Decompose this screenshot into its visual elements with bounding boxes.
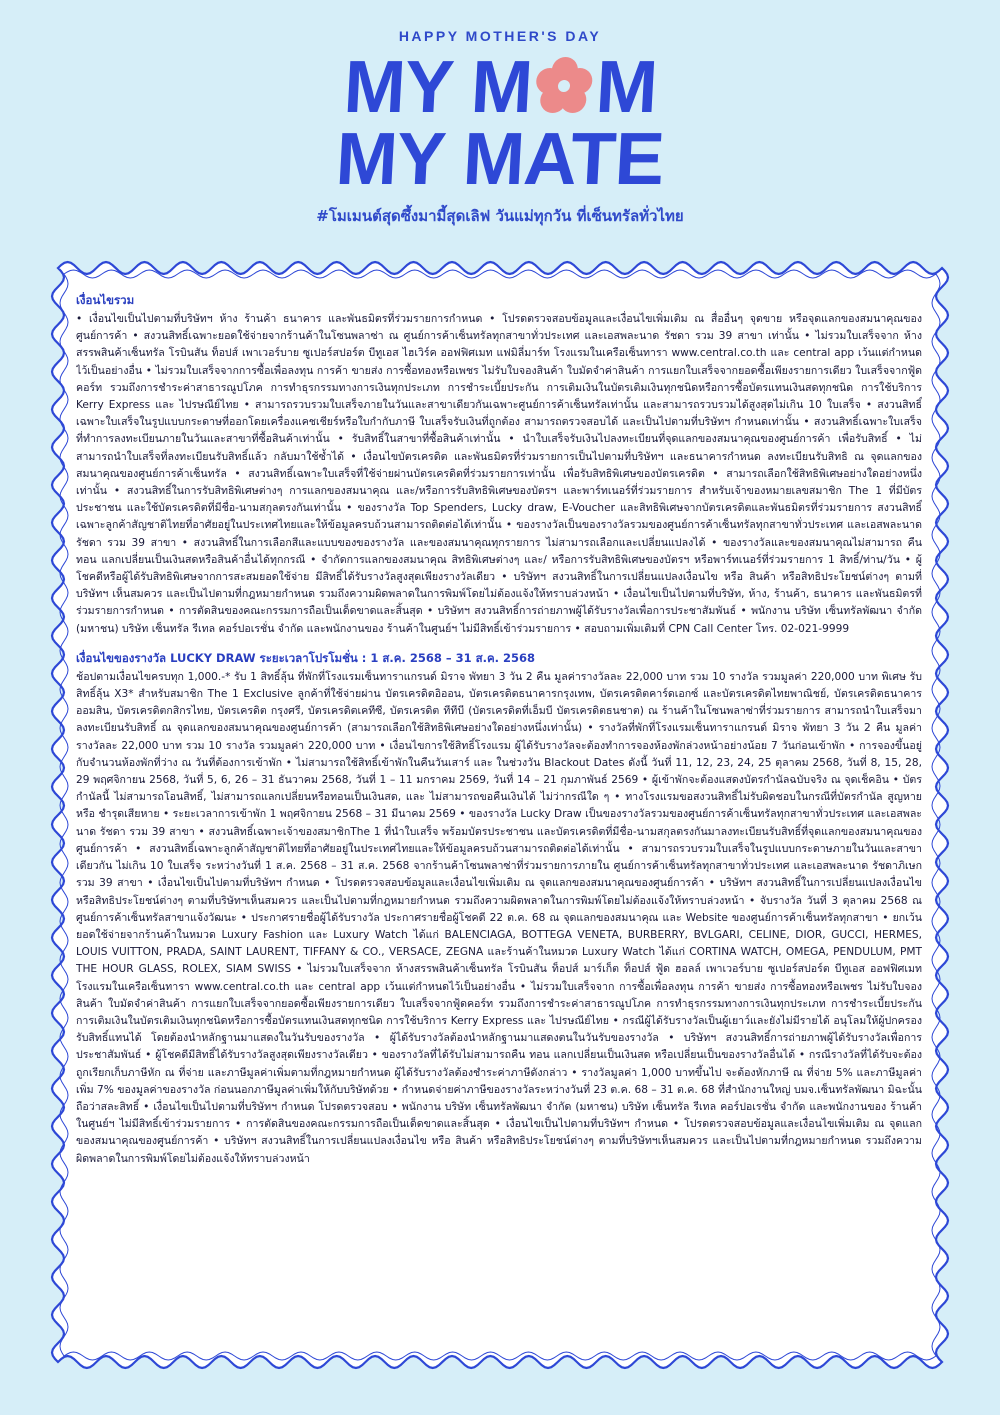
campaign-hashtag: #โมเมนต์สุดซึ้งมามี้สุดเลิฟ วันแม่ทุกวัน ที่เซ็นทรัลทั่วไทย bbox=[316, 207, 684, 225]
campaign-header bbox=[0, 0, 1000, 250]
logo-text-my-m: MY M bbox=[341, 45, 534, 128]
lucky-draw-terms-body: ช้อปตามเงื่อนไขครบทุก 1,000.-* รับ 1 สิทธิ์ลุ้น ที่พักที่โรงแรมเซ็นทาราแกรนด์ มิราจ พัทยา 3 วัน 2 คืน มูลค่ารางวัลละ 22,000 บาท รวม 10 รางวัล รวมมูลค่า 220,000 บาท พิเศษ รับสิทธิ์ลุ้น X3* สำหรับสมาชิก The 1 Exclusive ลูกค้าที่ใช้จ่ายผ่าน บัตรเครดิตอิออน, บัตรเครดิตธนาคารกรุงเทพ, บัตรเครดิตคาร์ดเอกซ์ และบัตรเครดิตไทยพาณิชย์, บัตรเครดิตธนาคารออมสิน, บัตรเครดิตกสิกรไทย, บัตรเครดิต กรุงศรี, บัตรเครดิตเคทีซี, บัตรเครดิต ทีทีบี (บัตรเครดิตที่เอ็มบี บัตรเครดิตธนชาต) ณ ร้านค้าในโซนพลาซ่าที่ร่วมรายการ สามารถนำใบเสร็จมาลงทะเบียนรับสิทธิ์ ณ จุดแลกของสมนาคุณของศูนย์การค้า (สามารถเลือกใช้สิทธิพิเศษอย่างใดอย่างหนึ่งเท่านั้น) • รางวัลที่พักที่โรงแรมเซ็นทาราแกรนด์ มิราจ พัทยา 3 วัน 2 คืน มูลค่ารางวัลละ 22,000 บาท รวม 10 รางวัล รวมมูลค่า 220,000 บาท • เงื่อนไขการใช้สิทธิ์โรงแรม ผู้ได้รับรางวัลจะต้องทำการจองห้องพักล่วงหน้าอย่างน้อย 7 วันก่อนเข้าพัก • การจองขึ้นอยู่กับจำนวนห้องพักที่ว่าง ณ วันที่ต้องการเข้าพัก • ไม่สามารถใช้สิทธิ์เข้าพักในคืนวันเสาร์ และ ในช่วงวัน Blackout Dates ดังนี้ วันที่ 11, 12, 23, 24, 25 ตุลาคม 2568, วันที่ 8, 15, 28, 29 พฤศจิกายน 2568, วันที่ 5, 6, 26 – 31 ธันวาคม 2568, วันที่ 1 – 11 มกราคม 2569, วันที่ 14 – 21 กุมภาพันธ์ 2569 • ผู้เข้าพักจะต้องแสดงบัตรกำนัลฉบับจริง ณ จุดเช็คอิน • บัตรกำนัลนี้ ไม่สามารถโอนสิทธิ์, ไม่สามารถแลกเปลี่ยนหรือทอนเป็นเงินสด, และ ไม่สามารถขอคืนเงินได้ ไม่ว่ากรณีใด ๆ • ทางโรงแรมขอสงวนสิทธิ์ไม่รับผิดชอบในกรณีที่บัตรกำนัล สูญหาย หรือ ชำรุดเสียหาย • ระยะเวลาการเข้าพัก 1 พฤศจิกายน 2568 – 31 มีนาคม 2569 • ของรางวัล Lucky Draw เป็นของรางวัลรวมของศูนย์การค้าเซ็นทรัลทุกสาขาทั่วประเทศ และเอสพละนาด รัชดา รวม 39 สาขา • สงวนสิทธิ์เฉพาะเจ้าของสมาชิกThe 1 ที่นำใบเสร็จ พร้อมบัตรประชาชน และบัตรเครดิตที่มีชื่อ-นามสกุลตรงกันมาลงทะเบียนรับสิทธิ์ที่จุดแลกของสมนาคุณของศูนย์การค้า • สงวนสิทธิ์เฉพาะลูกค้าสัญชาติไทยที่อาศัยอยู่ในประเทศไทยและให้ข้อมูลครบถ้วนสามารถติดต่อได้เท่านั้น • สามารถรวบรวมใบเสร็จในรูปแบบกระดาษภายในวันและสาขาเดียวกัน ไม่เกิน 10 ใบเสร็จ ระหว่างวันที่ 1 ส.ค. 2568 – 31 ส.ค. 2568 จากร้านค้าโซนพลาซ่าที่ร่วมรายการภายใน ศูนย์การค้าเซ็นทรัลทุกสาขาทั่วประเทศ และเอสพละนาด รัชดาภิเษก รวม 39 สาขา • เงื่อนไขเป็นไปตามที่บริษัทฯ กำหนด • โปรดตรวจสอบข้อมูลและเงื่อนไขเพิ่มเติม ณ จุดแลกของสมนาคุณของศูนย์การค้า • บริษัทฯ สงวนสิทธิ์ในการเปลี่ยนแปลงเงื่อนไขหรือสิทธิประโยชน์ต่างๆ ตามที่บริษัทฯเห็นสมควร และเป็นไปตามที่กฎหมายกำหนด รวมถึงความผิดพลาดในการพิมพ์โดยไม่ต้องแจ้งให้ทราบล่วงหน้า • จับรางวัล วันที่ 3 ตุลาคม 2568 ณ ศูนย์การค้าเซ็นทรัลสาขาแจ้งวัฒนะ • ประกาศรายชื่อผู้ได้รับรางวัล ประกาศรายชื่อผู้โชคดี 22 ต.ค. 68 ณ จุดแลกของสมนาคุณ และ Website ของศูนย์การค้าเซ็นทรัลทุกสาขา • ยกเว้นยอดใช้จ่ายจากร้านค้าในหมวด Luxury Fashion และ Luxury Watch ได้แก่ BALENCIAGA, BOTTEGA VENETA, BURBERRY, BVLGARI, CELINE, DIOR, GUCCI, HERMES, LOUIS VUITTON, PRADA, SAINT LAURENT, TIFFANY & CO., VERSACE, ZEGNA และร้านค้าในหมวด Luxury Watch ได้แก่ CORTINA WATCH, OMEGA, PENDULUM, PMT THE HOUR GLASS, ROLEX, SIAM SWISS • ไม่รวมใบเสร็จจาก ห้างสรรพสินค้าเซ็นทรัล โรบินสัน ท็อปส์ มาร์เก็ต ท็อปส์ ฟู้ด ฮอลล์ เพาเวอร์บาย ซูเปอร์สปอร์ต บีทูเอส ออฟฟิศเมท โรงแรมในเครือเซ็นทารา www.central.co.th และ central app เว้นแต่กำหนดไว้เป็นอย่างอื่น • ไม่รวมใบเสร็จจาก การซื้อเพื่อลงทุน การค้า ขายส่ง การซื้อทองหรือเพชร ไม่รับใบจองสินค้า ใบมัดจำค่าสินค้า การแยกใบเสร็จจากยอดซื้อเพียงรายการเดียว ใบเสร็จจากฟู้ดคอร์ท รวมถึงการชำระค่าสาธารณูปโภค การทำธุรกรรมทางการเงินทุกประเภท การชำระเบี้ยประกัน การเติมเงินในบัตรเติมเงินทุกชนิดหรือการซื้อบัตรแทนเงินสดทุกชนิด การใช้บริการ Kerry Express และ ไปรษณีย์ไทย • กรณีผู้ได้รับรางวัลเป็นผู้เยาว์และยังไม่มีรายได้ อนุโลมให้ผู้ปกครองรับสิทธิ์แทนได้ โดยต้องนำหลักฐานมาแสดงในวันรับของรางวัล • ผู้ได้รับรางวัลต้องนำหลักฐานมาแสดงตนในวันรับของรางวัล • บริษัทฯ สงวนสิทธิ์การถ่ายภาพผู้ได้รับรางวัลเพื่อการประชาสัมพันธ์ • ผู้โชคดีมีสิทธิ์ได้รับรางวัลสูงสุดเพียงรางวัลเดียว • ของรางวัลที่ได้รับไม่สามารถคืน ทอน แลกเปลี่ยนเป็นเงินสด หรือเปลี่ยนเป็นของรางวัลอื่นได้ • กรณีรางวัลที่ได้รับจะต้องถูกเรียกเก็บภาษีหัก ณ ที่จ่าย และภาษีมูลค่าเพิ่มตามที่กฎหมายกำหนด ผู้ได้รับรางวัลต้องชำระค่าภาษีดังกล่าว • รางวัลมูลค่า 1,000 บาทขึ้นไป จะต้องหักภาษี ณ ที่จ่าย 5% และภาษีมูลค่าเพิ่ม 7% ของมูลค่าของรางวัล ก่อนนอกภาษีมูลค่าเพิ่มให้กับบริษัทด้วย • กำหนดจ่ายค่าภาษีของรางวัลระหว่างวันที่ 23 ต.ค. 68 – 31 ต.ค. 68 ที่สำนักงานใหญ่ บมจ.เซ็นทรัลพัฒนา มิฉะนั้นถือว่าสละสิทธิ์ • เงื่อนไขเป็นไปตามที่บริษัทฯ กำหนด โปรดตรวจสอบ • พนักงาน บริษัท เซ็นทรัลพัฒนา จำกัด (มหาชน) บริษัท เซ็นทรัล รีเทล คอร์ปอเรชั่น จำกัด และพนักงานของ ร้านค้าในศูนย์ฯ ไม่มีสิทธิ์เข้าร่วมรายการ • การตัดสินของคณะกรรมการถือเป็นเด็ดขาดและสิ้นสุด • เงื่อนไขเป็นไปตามที่บริษัทฯ กำหนด • โปรดตรวจสอบข้อมูลและเงื่อนไขเพิ่มเติม ณ จุดแลกของสมนาคุณของศูนย์การค้า • บริษัทฯ สงวนสิทธิ์ในการเปลี่ยนแปลงเงื่อนไข หรือ สินค้า หรือสิทธิประโยชน์ต่างๆ ตามที่บริษัทฯเห็นสมควร และเป็นไปตามที่กฎหมายกำหนด รวมถึงความผิดพลาดในการพิมพ์โดยไม่ต้องแจ้งให้ทราบล่วงหน้า bbox=[76, 670, 922, 1165]
general-terms-section bbox=[76, 292, 922, 638]
campaign-logo-line-2 bbox=[0, 117, 1000, 200]
general-terms-title: เงื่อนไขรวม bbox=[76, 293, 135, 307]
lucky-draw-terms-title: เงื่อนไขของรางวัล LUCKY DRAW ระยะเวลาโปรโมชั่น : 1 ส.ค. 2568 – 31 ส.ค. 2568 bbox=[76, 650, 536, 665]
logo-text-my-mate: MY MATE bbox=[334, 117, 666, 200]
lucky-draw-terms-section bbox=[76, 650, 922, 1168]
campaign-logo-line-1 bbox=[0, 45, 1000, 128]
campaign-tagline: HAPPY MOTHER'S DAY bbox=[398, 28, 602, 44]
terms-content bbox=[76, 292, 922, 1352]
logo-text-m: M bbox=[593, 45, 659, 128]
general-terms-body: • เงื่อนไขเป็นไปตามที่บริษัทฯ ห้าง ร้านค้า ธนาคาร และพันธมิตรที่ร่วมรายการกำหนด • โปรดตรวจสอบข้อมูลและเงื่อนไขเพิ่มเติม ณ สื่ออื่นๆ จุดขาย หรือจุดแลกของสมนาคุณของศูนย์การค้า • สงวนสิทธิ์เฉพาะยอดใช้จ่ายจากร้านค้าในโซนพลาซ่า ณ ศูนย์การค้าเซ็นทรัลทุกสาขาทั่วประเทศ และเอสพละนาด รัชดา รวม 39 สาขา เท่านั้น • ไม่รวมใบเสร็จจาก ห้างสรรพสินค้าเซ็นทรัล โรบินสัน ท็อปส์ เพาเวอร์บาย ซูเปอร์สปอร์ต บีทูเอส ไฮเวิร์ค ออฟฟิศเมท แฟมิลี่มาร์ท โรงแรมในเครือเซ็นทารา www.central.co.th และ central app เว้นแต่กำหนดไว้เป็นอย่างอื่น • ไม่รวมใบเสร็จจากการซื้อเพื่อลงทุน การค้า ขายส่ง การซื้อทองหรือเพชร ไม่รับใบจองสินค้า ใบมัดจำค่าสินค้า การแยกใบเสร็จจากยอดซื้อเพียงรายการเดียว ใบเสร็จจากฟู้ดคอร์ท รวมถึงการชำระค่าสาธารณูปโภค การทำธุรกรรมทางการเงินทุกประเภท การชำระเบี้ยประกัน การเติมเงินในบัตรเติมเงินทุกชนิดหรือการซื้อบัตรแทนเงินสดทุกชนิด การใช้บริการ Kerry Express และ ไปรษณีย์ไทย • สามารถรวบรวมใบเสร็จภายในวันและสาขาเดียวกันเฉพาะศูนย์การค้าเซ็นทรัลเท่านั้น และสามารถรวบรวมได้สูงสุดไม่เกิน 10 ใบเสร็จ • สงวนสิทธิ์เฉพาะใบเสร็จในรูปแบบกระดาษที่ออกโดยเครื่องแคชเชียร์หรือใบกำกับภาษี ใบเสร็จรับเงินที่ถูกต้อง สามารถตรวจสอบได้ และเป็นไปตามที่บริษัทฯ กำหนดเท่านั้น • สงวนสิทธิ์เฉพาะใบเสร็จที่ทำการลงทะเบียนภายในวันและสาขาที่ซื้อสินค้าเท่านั้น • รับสิทธิ์ในสาขาที่ซื้อสินค้าเท่านั้น • นำใบเสร็จรับเงินไปลงทะเบียนที่จุดแลกของสมนาคุณของศูนย์การค้า เพื่อรับสิทธิ์ • ไม่สามารถนำใบเสร็จที่ลงทะเบียนรับสิทธิ์แล้ว กลับมาใช้ซ้ำได้ • เงื่อนไขบัตรเครดิต และพันธมิตรที่ร่วมรายการเป็นไปตามที่บริษัทฯ และธนาคารกำหนด ลงทะเบียนรับสิทธิ ณ จุดแลกของสมนาคุณของศูนย์การค้าเซ็นทรัล • สงวนสิทธิ์เฉพาะใบเสร็จที่ใช้จ่ายผ่านบัตรเครดิตที่ร่วมรายการเท่านั้น เพื่อรับสิทธิพิเศษของบัตรเครดิต • สามารถเลือกใช้สิทธิพิเศษอย่างใดอย่างหนึ่งเท่านั้น • สงวนสิทธิ์ในการรับสิทธิพิเศษต่างๆ การแลกของสมนาคุณ และ/หรือการรับสิทธิพิเศษของบัตรฯ และพาร์ทเนอร์ที่ร่วมรายการ สำหรับเจ้าของหมายเลขสมาชิก The 1 ที่มีบัตรประชาชน และใช้บัตรเครดิตที่มีชื่อ-นามสกุลตรงกันเท่านั้น • ของรางวัล Top Spenders, Lucky draw, E-Voucher และสิทธิพิเศษจากบัตรเครดิตและพันธมิตรที่ร่วมรายการ สงวนสิทธิ์เฉพาะลูกค้าสัญชาติไทยที่อาศัยอยู่ในประเทศไทยและให้ข้อมูลครบถ้วนสามารถติดต่อได้เท่านั้น • ของรางวัลเป็นของรางวัลรวมของศูนย์การค้าเซ็นทรัลทุกสาขาทั่วประเทศ และเอสพละนาด รัชดา รวม 39 สาขา • สงวนสิทธิ์ในการเลือกสีและแบบของของรางวัล และของสมนาคุณทุกรายการ ไม่สามารถเลือกและเปลี่ยนแปลงได้ • ของรางวัลและของสมนาคุณไม่สามารถ คืน ทอน แลกเปลี่ยนเป็นเงินสดหรือสินค้าอื่นได้ทุกกรณี • จำกัดการแลกของสมนาคุณ สิทธิพิเศษต่างๆ และ/ หรือการรับสิทธิพิเศษของบัตรฯ หรือพาร์ทเนอร์ที่ร่วมรายการ 1 สิทธิ์/ท่าน/วัน • ผู้โชคดีหรือผู้ได้รับสิทธิพิเศษจากการสะสมยอดใช้จ่าย มีสิทธิ์ได้รับรางวัลสูงสุดเพียงรางวัลเดียว • บริษัทฯ สงวนสิทธิ์ในการเปลี่ยนแปลงเงื่อนไข หรือ สินค้า หรือสิทธิประโยชน์ต่างๆ ตามที่บริษัทฯ เห็นสมควร และเป็นไปตามที่กฎหมายกำหนด รวมถึงความผิดพลาดในการพิมพ์โดยไม่ต้องแจ้งให้ทราบล่วงหน้า • เงื่อนไขเป็นไปตามที่บริษัท, ห้าง, ร้านค้า, ธนาคาร และพันธมิตรที่ร่วมรายการกำหนด • การตัดสินของคณะกรรมการถือเป็นเด็ดขาดและสิ้นสุด • บริษัทฯ สงวนสิทธิ์การถ่ายภาพผู้ได้รับรางวัลเพื่อการประชาสัมพันธ์ • พนักงาน บริษัท เซ็นทรัลพัฒนา จำกัด (มหาชน) บริษัท เซ็นทรัล รีเทล คอร์ปอเรชั่น จำกัด และพนักงานของ ร้านค้าในศูนย์ฯ ไม่มีสิทธิ์เข้าร่วมรายการ • สอบถามเพิ่มเติมที่ CPN Call Center โทร. 02-021-9999 bbox=[76, 313, 922, 635]
flower-icon bbox=[532, 56, 595, 116]
